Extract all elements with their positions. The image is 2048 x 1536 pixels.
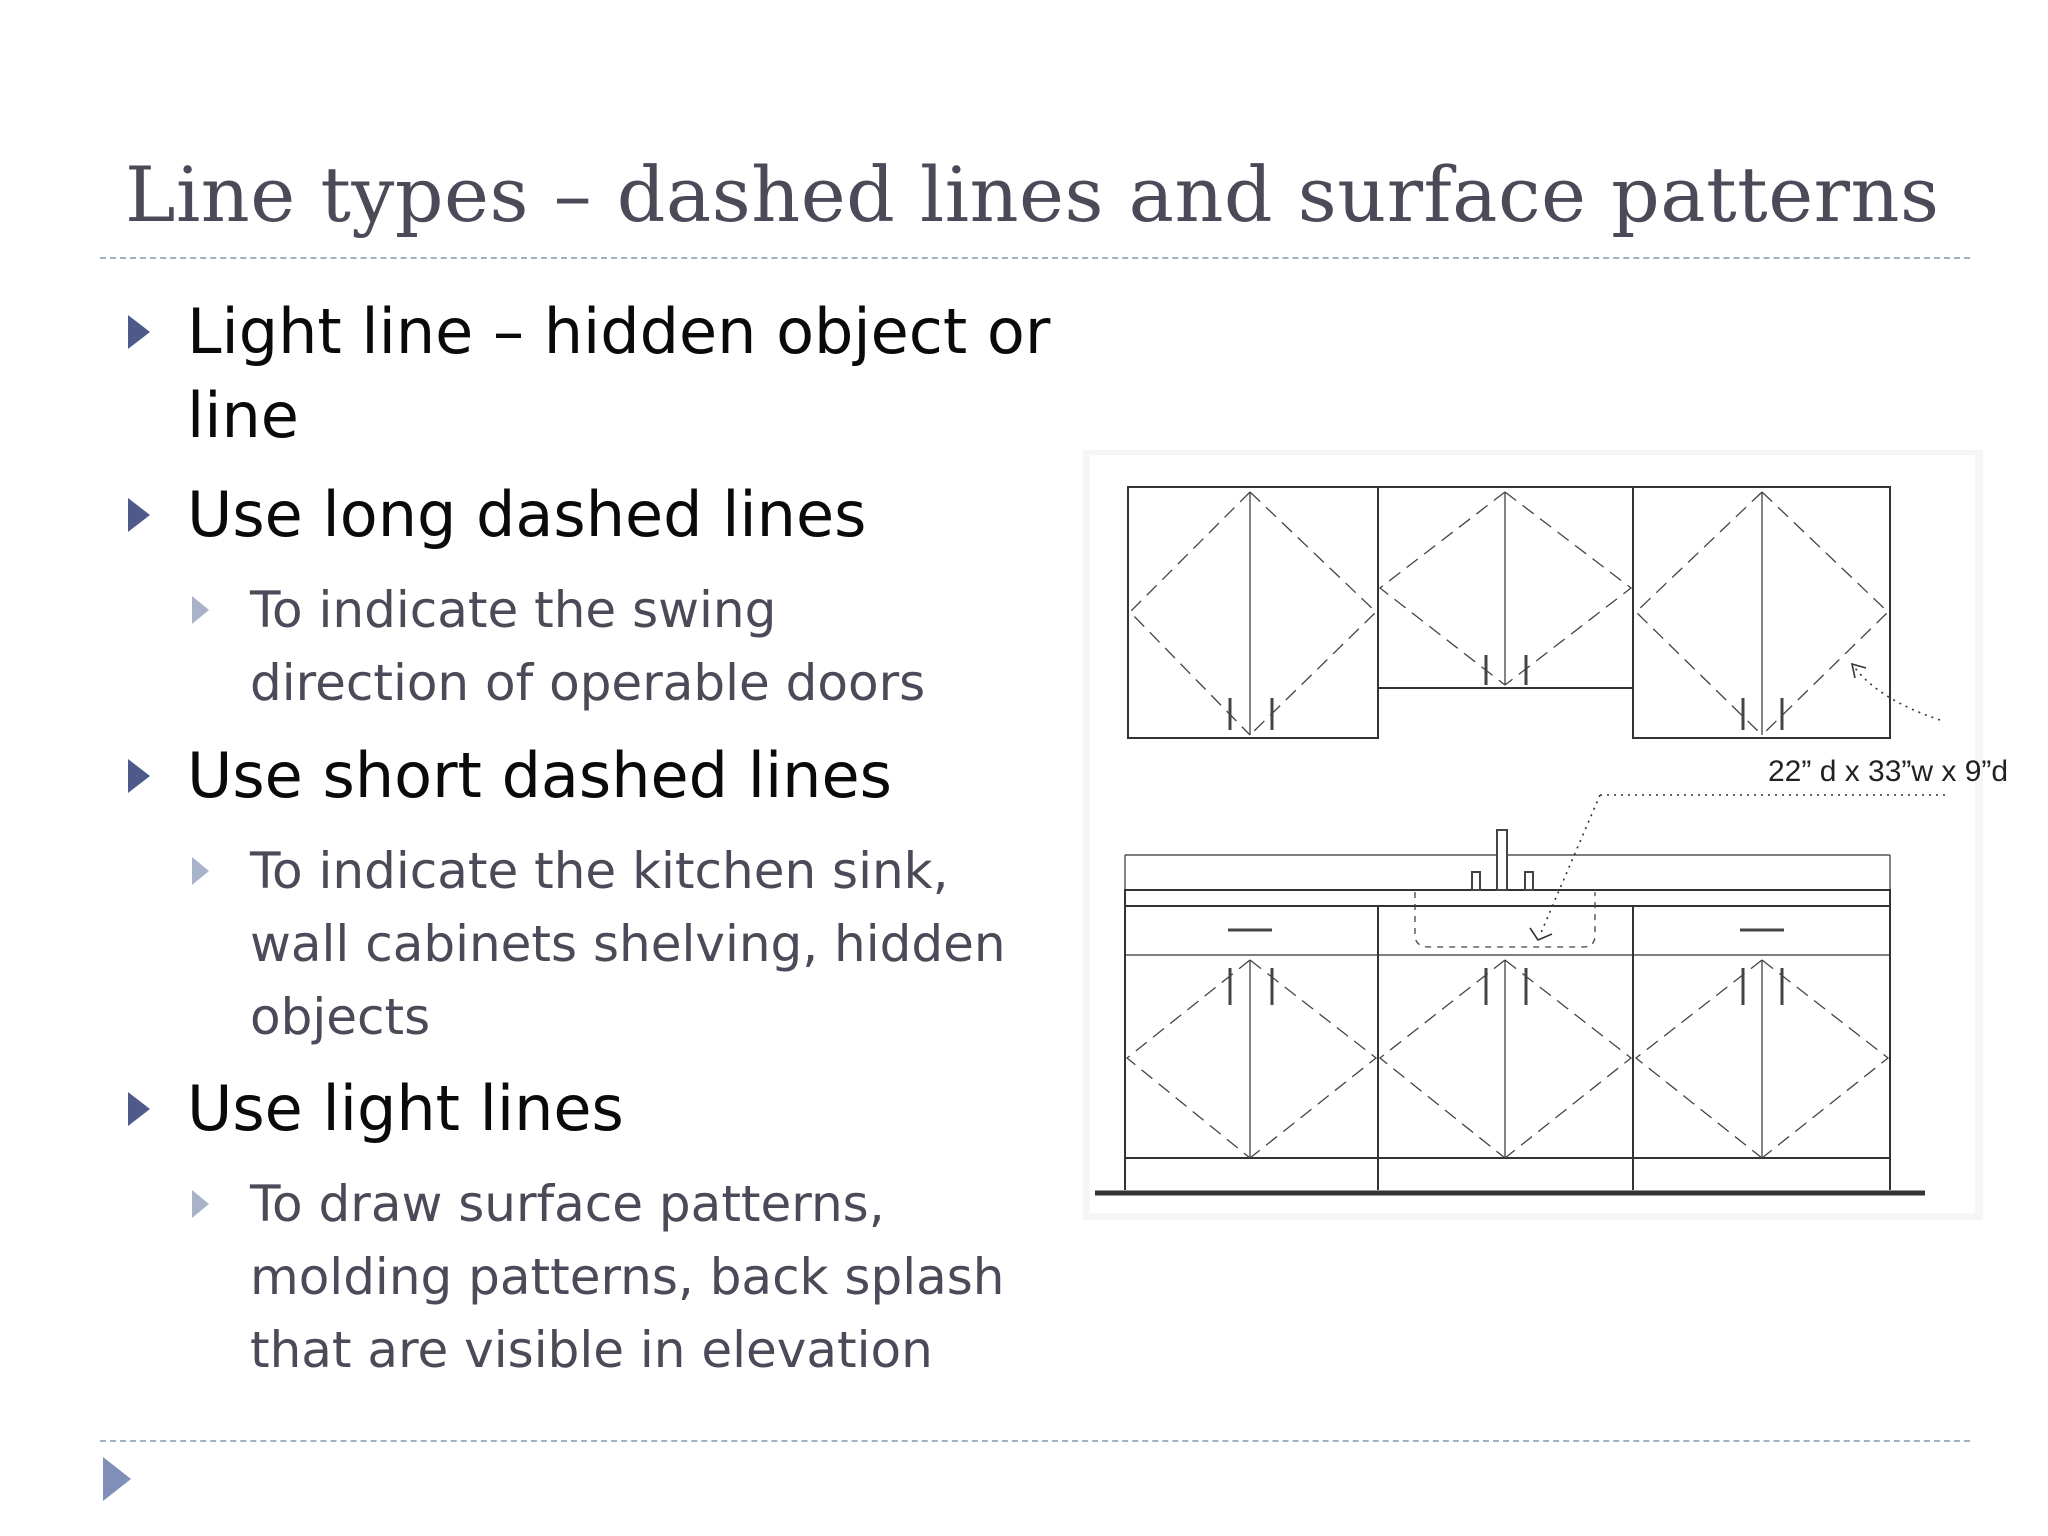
sub-bullet-triangle-icon: [192, 596, 209, 624]
dimension-annotation: 22” d x 33”w x 9”d: [1768, 755, 2009, 788]
title-divider: [100, 257, 1970, 259]
bullet-1-line-2: line: [187, 379, 299, 452]
bullet-triangle-icon: [128, 1092, 150, 1126]
footer-divider: [100, 1440, 1970, 1442]
bullet-4-line-1: Use light lines: [187, 1072, 624, 1145]
sub-bullet-4-line-3: that are visible in elevation: [250, 1321, 933, 1379]
sub-bullet-2-line-1: To indicate the swing: [250, 581, 777, 639]
sub-bullet-3-line-2: wall cabinets shelving, hidden: [250, 915, 1006, 973]
bullet-3-line-1: Use short dashed lines: [187, 739, 892, 812]
sub-bullet-3-line-3: objects: [250, 988, 431, 1046]
sub-bullet-triangle-icon: [192, 857, 209, 885]
bullet-triangle-icon: [128, 315, 150, 349]
sub-bullet-4-line-1: To draw surface patterns,: [250, 1175, 885, 1233]
sub-bullet-triangle-icon: [192, 1190, 209, 1218]
bullet-triangle-icon: [128, 498, 150, 532]
sub-bullet-2-line-2: direction of operable doors: [250, 654, 926, 712]
slide-title: Line types – dashed lines and surface patterns: [125, 150, 1940, 239]
sub-bullet-3-line-1: To indicate the kitchen sink,: [250, 842, 949, 900]
bullet-triangle-icon: [128, 759, 150, 793]
sub-bullet-4-line-2: molding patterns, back splash: [250, 1248, 1005, 1306]
footer-triangle-icon: [103, 1457, 131, 1501]
cabinet-elevation-drawing: [1083, 450, 2048, 1230]
bullet-2-line-1: Use long dashed lines: [187, 478, 867, 551]
bullet-1-line-1: Light line – hidden object or: [187, 295, 1051, 368]
